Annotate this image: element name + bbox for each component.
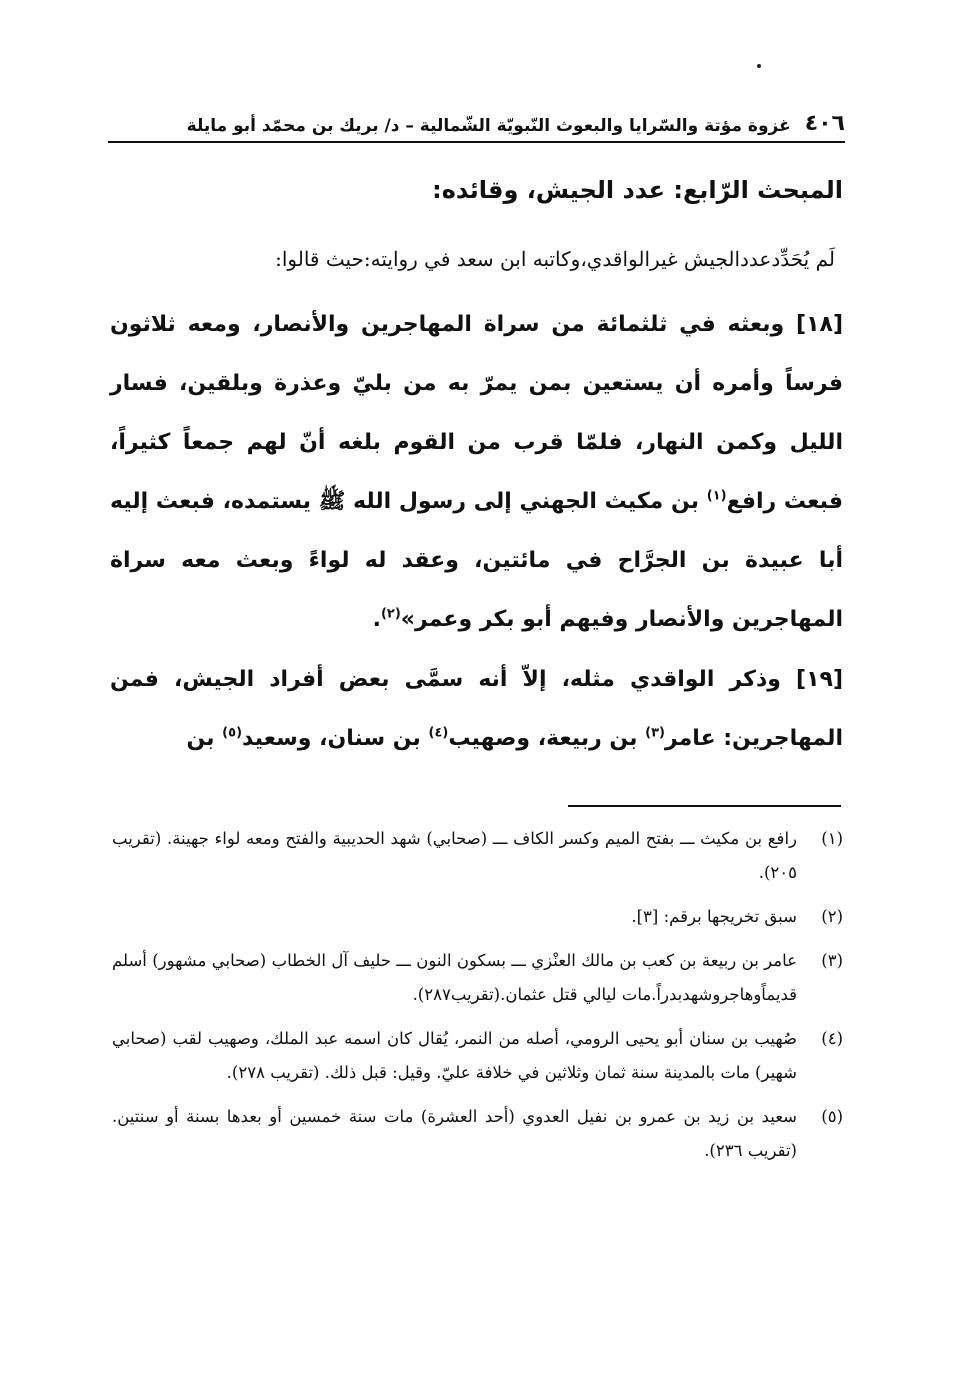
footnote — [112, 1100, 843, 1168]
paragraph-text: بن — [186, 726, 215, 751]
paragraph-text: بن مكيث الجهني إلى رسول الله ﷺ يستمده، فبعث إليه أبا عبيدة بن الجرَّاح في مائتين، وعقد له لواءً وبعث معه سراة المهاجرين والأنصار وفيهم أبو بكر وعمر» — [110, 489, 843, 632]
footnote-rule — [568, 805, 841, 807]
footnote-ref: (٢) — [380, 606, 401, 622]
footnote-ref: (٤) — [428, 725, 449, 741]
paragraph-18 — [110, 295, 843, 649]
section-heading: المبحث الرّابع: عدد الجيش، وقائده: — [432, 176, 843, 204]
footnote-ref: (٣) — [645, 725, 665, 741]
footnote-text: سعيد بن زيد بن عمرو بن نفيل العدوي (أحد العشرة) مات سنة خمسين أو بعدها بسنة أو سنتين. (تقريب ٢٣٦). — [112, 1107, 797, 1160]
footnote-ref: (١) — [706, 488, 727, 504]
footnote-ref: (٥) — [222, 725, 243, 741]
footnote-text: عامر بن ربيعة بن كعب بن مالك العنْزي ـــ بسكون النون ـــ حليف آل الخطاب (صحابي مشهور) أسلم قديماًوهاجروشهدبدراً.مات ليالي قتل عثمان.(تقريب٢٨٧). — [112, 951, 797, 1004]
footnote-number: (٤) — [821, 1029, 843, 1048]
page-header — [112, 96, 845, 136]
page-number: ٤٠٦ — [804, 111, 845, 136]
paragraph-number: [١٨] — [796, 312, 843, 337]
footnotes — [112, 822, 843, 1178]
print-speck — [757, 64, 761, 68]
footnote — [112, 944, 843, 1012]
paragraph-text: بن ربيعة، وصهيب — [448, 726, 638, 751]
footnote — [112, 822, 843, 890]
intro-line: لَم يُحَدِّدعددالجيش غيرالواقدي،وكاتبه ابن سعد في روايته:حيث قالوا: — [275, 247, 835, 271]
paragraph-text: . — [372, 607, 381, 632]
footnote — [112, 1022, 843, 1090]
footnote — [112, 900, 843, 934]
paragraph-number: [١٩] — [796, 667, 843, 692]
footnote-text: سبق تخريجها برقم: [٣]. — [631, 907, 797, 926]
footnote-text: صُهيب بن سنان أبو يحيى الرومي، أصله من النمر، يُقال كان اسمه عبد الملك، وصهيب لقب (صحابي شهير) مات بالمدينة سنة ثمان وثلاثين في خلافة عليّ. وقيل: قبل ذلك. (تقريب ٢٧٨). — [112, 1029, 797, 1082]
footnote-text: رافع بن مكيث ـــ بفتح الميم وكسر الكاف ـــ (صحابي) شهد الحديبية والفتح ومعه لواء جهينة. (تقريب ٢٠٥). — [112, 829, 797, 882]
footnote-number: (٢) — [821, 907, 843, 926]
running-title: غزوة مؤتة والسّرايا والبعوث النّبويّة الشّمالية – د/ بريك بن محمّد أبو مايلة — [186, 116, 791, 136]
paragraph-text: وبعثه في ثلثمائة من سراة المهاجرين والأنصار، ومعه ثلاثون فرساً وأمره أن يستعين بمن يمرّ به من بليّ وعذرة وبلقين، فسار الليل وكمن النهار، فلمّا قرب من القوم بلغه أنّ لهم جمعاً كثيراً، فبعث رافع — [110, 312, 843, 514]
paragraph-text: وذكر الواقدي مثله، إلاّ أنه سمَّى بعض أفراد الجيش، فمن المهاجرين: عامر — [110, 667, 843, 751]
footnote-number: (٣) — [821, 951, 843, 970]
footnote-number: (١) — [821, 829, 843, 848]
paragraph-19 — [110, 650, 843, 768]
footnote-number: (٥) — [821, 1107, 843, 1126]
header-rule — [108, 141, 845, 143]
paragraph-text: بن سنان، وسعيد — [242, 726, 421, 751]
